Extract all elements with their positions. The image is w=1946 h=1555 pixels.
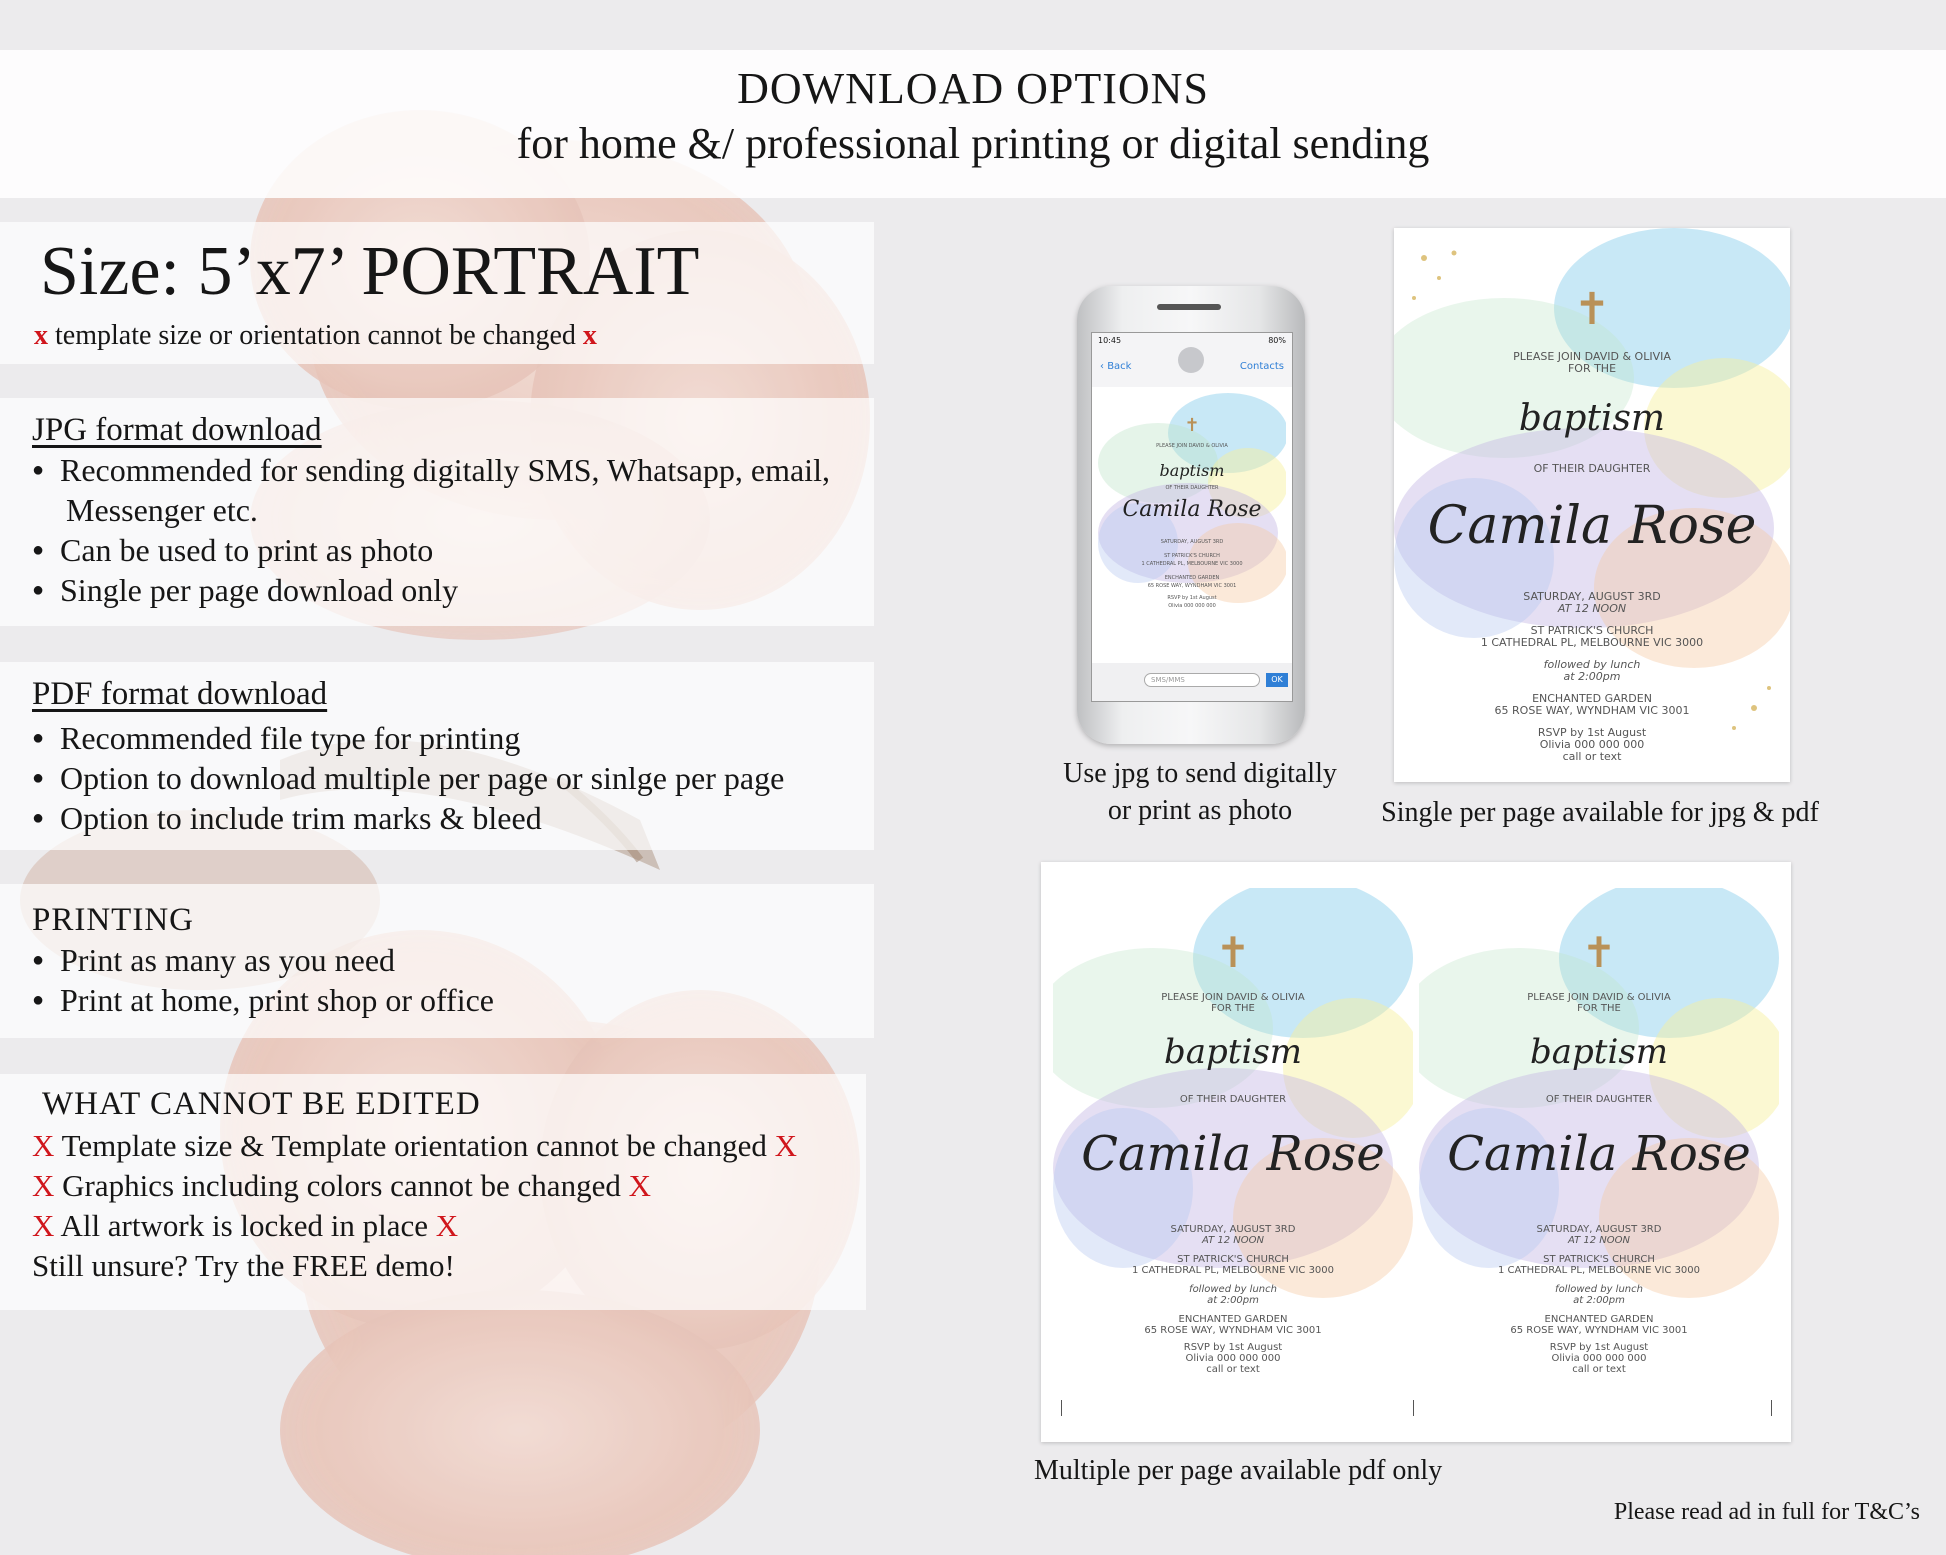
cross-icon: ✝ <box>1215 928 1251 977</box>
x-mark-icon: X <box>32 1128 55 1163</box>
size-note <box>34 318 597 354</box>
x-mark-icon: X <box>628 1168 651 1203</box>
phone-battery: 80% <box>1268 336 1286 345</box>
phone-caption: Use jpg to send digitally or print as photo <box>1063 758 1337 826</box>
terms-note: Please read ad in full for T&C’s <box>1613 1499 1920 1525</box>
header-banner <box>0 50 1946 198</box>
printing-panel <box>0 884 874 1038</box>
list-item: ● Can be used to print as photo <box>30 530 830 570</box>
x-mark-icon: X <box>32 1168 55 1203</box>
size-note-text: template size or orientation cannot be changed <box>55 320 576 351</box>
list-item: Messenger etc. <box>66 492 258 528</box>
list-item: ● Recommended file type for printing <box>30 718 784 758</box>
pdf-panel <box>0 662 874 850</box>
cross-icon: ✝ <box>1581 928 1617 977</box>
size-title: Size: 5’x7’ PORTRAIT <box>40 233 700 310</box>
printing-title: PRINTING <box>32 902 194 938</box>
list-item: ● Single per page download only <box>30 570 830 610</box>
phone-mockup <box>1077 286 1305 744</box>
x-mark-icon: x <box>582 320 597 351</box>
message-bar <box>1092 663 1292 701</box>
jpg-title: JPG format download <box>32 412 322 448</box>
phone-screen <box>1091 332 1293 702</box>
x-mark-icon: X <box>32 1208 55 1243</box>
invitation-copy-1: ✝ PLEASE JOIN DAVID & OLIVIA FOR THE baptism OF THEIR DAUGHTER Camila Rose SATURDAY, AUGUST 3RD AT 12 NOON ST PATRICK'S CHURCH 1 CATHEDRAL PL, MELBOURNE VIC 3000 followed by lunch at 2:00pm ENCHANTED GARDEN 65 ROSE WAY, WYNDHAM VIC 3001 RSVP by 1st August Olivia 000 000 000 call or text <box>1053 888 1413 1402</box>
size-panel <box>0 222 874 364</box>
back-button[interactable]: ‹ Back <box>1100 361 1132 372</box>
cross-icon: ✝ <box>1184 415 1200 436</box>
cannot-edit-panel <box>0 1074 866 1310</box>
phone-status-bar <box>1092 333 1292 387</box>
list-item: X All artwork is locked in place X <box>32 1208 459 1243</box>
multi-invitation-sheet <box>1041 862 1791 1442</box>
single-invitation: ✝ PLEASE JOIN DAVID & OLIVIA FOR THE baptism OF THEIR DAUGHTER Camila Rose SATURDAY, AUGUST 3RD AT 12 NOON ST PATRICK'S CHURCH 1 CATHEDRAL PL, MELBOURNE VIC 3000 followed by lunch at 2:00pm ENCHANTED GARDEN 65 ROSE WAY, WYNDHAM VIC 3001 RSVP by 1st August Olivia 000 000 000 call or text <box>1394 228 1790 782</box>
list-item: ● Print at home, print shop or office <box>30 980 494 1020</box>
list-item: ● Print as many as you need <box>30 940 494 980</box>
phone-invitation-preview: ✝ PLEASE JOIN DAVID & OLIVIA baptism OF THEIR DAUGHTER Camila Rose SATURDAY, AUGUST 3RD ST PATRICK'S CHURCH 1 CATHEDRAL PL, MELBOURNE VIC 3000 ENCHANTED GARDEN 65 ROSE WAY, WYNDHAM VIC 3001 RSVP by 1st August Olivia 000 000 000 <box>1098 393 1286 659</box>
speaker-grille <box>1157 304 1221 310</box>
x-mark-icon: x <box>34 320 48 351</box>
multi-caption: Multiple per page available pdf only <box>1034 1455 1443 1486</box>
pdf-title: PDF format download <box>32 676 328 712</box>
cannot-edit-list <box>32 1126 797 1286</box>
page-title: DOWNLOAD OPTIONS <box>737 64 1209 113</box>
page-subtitle: for home &/ professional printing or digital sending <box>516 119 1430 168</box>
trim-mark <box>1061 1400 1062 1416</box>
phone-time: 10:45 <box>1098 336 1122 345</box>
pdf-list <box>30 718 784 838</box>
list-item: ● Option to download multiple per page or sinlge per page <box>30 758 784 798</box>
jpg-list <box>30 450 830 610</box>
contact-avatar-icon <box>1178 347 1204 373</box>
printing-list <box>30 940 494 1020</box>
list-item: ● Recommended for sending digitally SMS, Whatsapp, email, <box>30 450 830 490</box>
sms-input[interactable]: SMS/MMS <box>1144 673 1260 687</box>
list-item: X Graphics including colors cannot be changed X <box>32 1168 651 1203</box>
jpg-panel <box>0 398 874 626</box>
cross-icon: ✝ <box>1573 284 1611 335</box>
contacts-button[interactable]: Contacts <box>1239 361 1284 372</box>
single-caption: Single per page available for jpg & pdf <box>1381 797 1819 828</box>
cannot-edit-title: WHAT CANNOT BE EDITED <box>42 1086 481 1122</box>
trim-mark <box>1413 1400 1414 1416</box>
trim-mark <box>1771 1400 1772 1416</box>
demo-note: Still unsure? Try the FREE demo! <box>32 1248 455 1283</box>
list-item: X Template size & Template orientation cannot be changed X <box>32 1128 797 1163</box>
invitation-copy-2: ✝ PLEASE JOIN DAVID & OLIVIA FOR THE baptism OF THEIR DAUGHTER Camila Rose SATURDAY, AUGUST 3RD AT 12 NOON ST PATRICK'S CHURCH 1 CATHEDRAL PL, MELBOURNE VIC 3000 followed by lunch at 2:00pm ENCHANTED GARDEN 65 ROSE WAY, WYNDHAM VIC 3001 RSVP by 1st August Olivia 000 000 000 call or text <box>1419 888 1779 1402</box>
x-mark-icon: X <box>435 1208 459 1243</box>
list-item: ● Option to include trim marks & bleed <box>30 798 784 838</box>
ok-button[interactable]: OK <box>1266 673 1288 687</box>
x-mark-icon: X <box>774 1128 797 1163</box>
